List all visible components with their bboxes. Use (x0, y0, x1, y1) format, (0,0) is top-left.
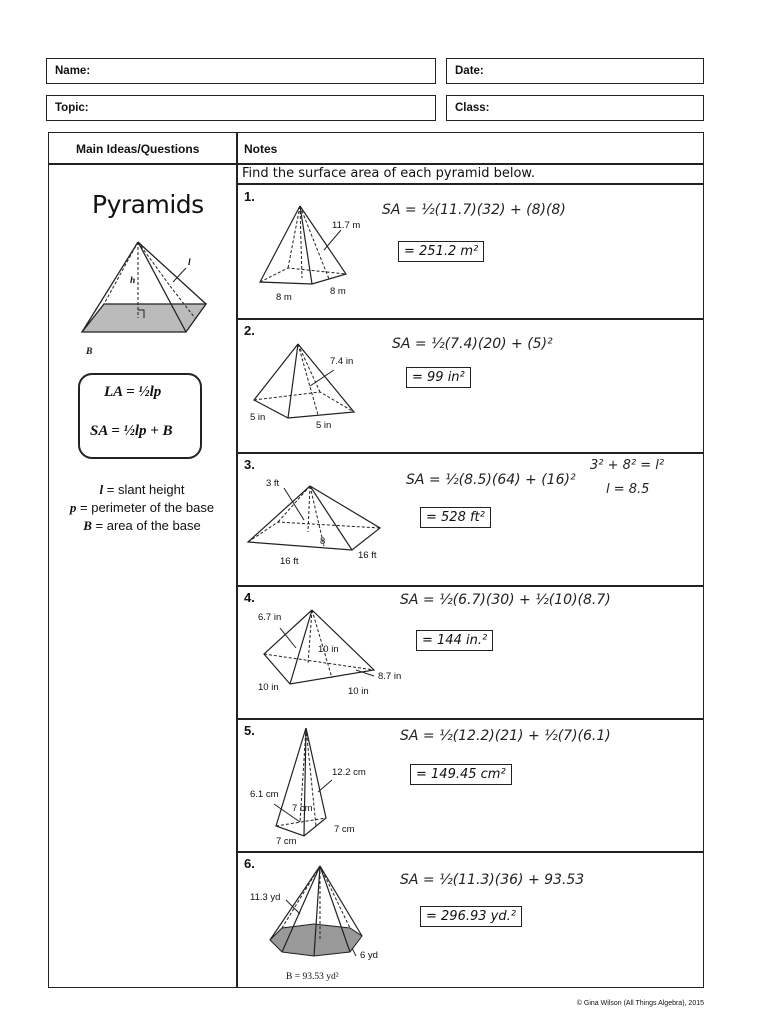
problem-number: 4. (244, 590, 255, 605)
main-ideas-heading: Main Ideas/Questions (76, 142, 200, 156)
surface-area-formula: SA = ½lp + B (90, 423, 173, 439)
pyramid-diagram-5 (270, 726, 340, 840)
problem-number: 6. (244, 856, 255, 871)
topic-label: Topic: (55, 102, 89, 114)
problem-number: 3. (244, 457, 255, 472)
lateral-area-formula: LA = ½lp (104, 384, 162, 400)
base-side-label: 16 ft (358, 550, 377, 561)
work-equation: SA = ½(11.7)(32) + (8)(8) (382, 202, 566, 218)
page-title: Pyramids (92, 190, 204, 219)
problem-divider (237, 851, 704, 853)
problem-divider (237, 452, 704, 454)
work-equation: SA = ½(11.3)(36) + 93.53 (400, 872, 585, 888)
problem-number: 5. (244, 723, 255, 738)
base-side-label: 10 in (348, 686, 369, 697)
header-row-divider (48, 163, 704, 165)
legend-text: = area of the base (91, 518, 201, 533)
column-divider (236, 132, 238, 988)
legend-text: = perimeter of the base (76, 500, 215, 515)
answer-box: = 251.2 m² (398, 241, 484, 262)
slant-height-label: 7.4 in (330, 356, 354, 367)
legend-symbol: B (83, 518, 92, 533)
legend-base-area (56, 518, 228, 534)
answer-box: = 296.93 yd.² (420, 906, 522, 927)
instruction-divider (237, 183, 704, 185)
legend-symbol: p (69, 500, 77, 515)
base-side-label: 5 in (316, 420, 332, 431)
slant-height-label: 8.7 in (378, 671, 402, 682)
name-field[interactable] (46, 58, 436, 84)
base-area-label: B = 93.53 yd² (286, 972, 339, 982)
work-equation: SA = ½(8.5)(64) + (16)² (406, 472, 576, 488)
base-side-label: 10 in (258, 682, 279, 693)
pyramid-reference-diagram (78, 238, 218, 358)
problem-divider (237, 718, 704, 720)
base-side-label: 8 m (276, 292, 292, 303)
base-side-label: 7 cm (276, 836, 297, 847)
class-field[interactable] (446, 95, 704, 121)
instruction-text: Find the surface area of each pyramid below. (242, 166, 535, 181)
apothem-label: 8 (320, 536, 326, 547)
problem-number: 2. (244, 323, 255, 338)
answer-box: = 528 ft² (420, 507, 491, 528)
base-side-label: 7 cm (334, 824, 355, 835)
legend-symbol: l (99, 482, 104, 497)
topic-field[interactable] (46, 95, 436, 121)
legend-text: = slant height (103, 482, 185, 497)
notes-heading: Notes (244, 142, 278, 156)
base-side-label: 6 yd (360, 950, 378, 961)
slant-height-label: 6.1 cm (250, 789, 279, 800)
problem-divider (237, 318, 704, 320)
answer-box: = 99 in² (406, 367, 471, 388)
pyramid-diagram-6 (266, 864, 376, 960)
base-side-label: 7 cm (292, 803, 313, 814)
slant-height-label: 11.7 m (332, 220, 361, 231)
height-label: h (130, 276, 136, 286)
slant-label: l (188, 258, 191, 268)
work-equation: SA = ½(6.7)(30) + ½(10)(8.7) (400, 592, 611, 608)
problem-divider (237, 585, 704, 587)
work-equation: SA = ½(7.4)(20) + (5)² (392, 336, 553, 352)
name-label: Name: (55, 65, 91, 77)
base-label: B (86, 347, 93, 357)
problem-number: 1. (244, 189, 255, 204)
work-equation: SA = ½(12.2)(21) + ½(7)(6.1) (400, 728, 611, 744)
side-work: l = 8.5 (606, 482, 650, 497)
pyramid-diagram-3 (244, 484, 384, 554)
base-side-label: 5 in (250, 412, 266, 423)
height-label: 12.2 cm (332, 767, 366, 778)
base-side-label: 16 ft (280, 556, 299, 567)
legend-slant-height (56, 482, 228, 498)
date-label: Date: (455, 65, 484, 77)
side-work: 3² + 8² = l² (590, 458, 665, 473)
answer-box: = 149.45 cm² (410, 764, 512, 785)
answer-box: = 144 in.² (416, 630, 493, 651)
legend-perimeter (56, 500, 228, 516)
slant-height-label: 11.3 yd (250, 892, 281, 903)
base-side-label: 10 in (318, 644, 339, 655)
height-label: 3 ft (266, 478, 280, 489)
base-side-label: 8 m (330, 286, 346, 297)
pyramid-diagram-1 (256, 204, 356, 290)
class-label: Class: (455, 102, 490, 114)
date-field[interactable] (446, 58, 704, 84)
pyramid-diagram-2 (250, 342, 360, 424)
copyright-text: © Gina Wilson (All Things Algebra), 2015 (576, 1000, 704, 1007)
slant-height-label: 6.7 in (258, 612, 282, 623)
